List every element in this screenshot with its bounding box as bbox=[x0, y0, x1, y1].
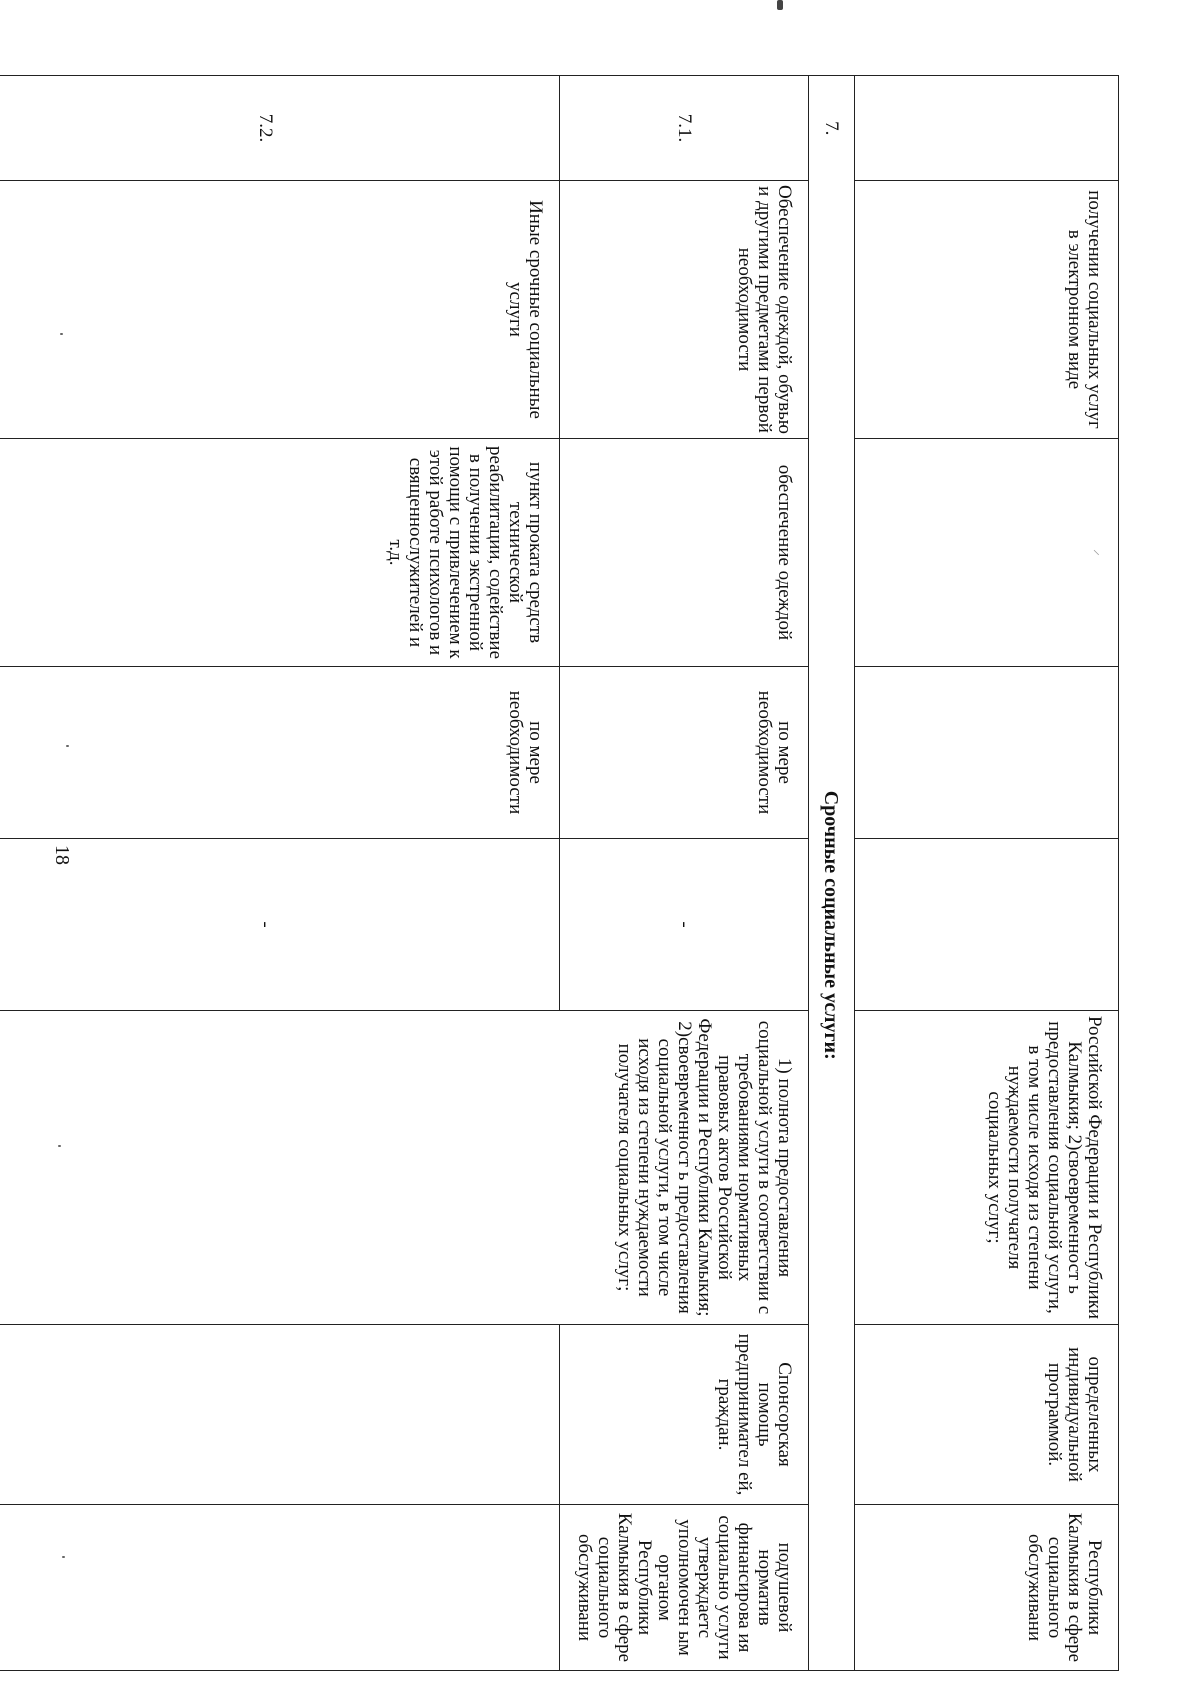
cell-period bbox=[855, 667, 1119, 839]
table-row bbox=[560, 76, 809, 1671]
social-services-table bbox=[0, 75, 1119, 1671]
cell-quality-indicators: 1) полнота предоставления социальной услуги в соответствии с требованиями нормативных правовых актов Российской Федерации и Республики Калмыкия; 2)своевременност ь предоставления социальной услуги, в том числе исходя из степени нуждаемости получателя социальных услуг; bbox=[0, 1011, 809, 1325]
table-row-continuation bbox=[855, 76, 1119, 1671]
cell-conditions: определенных индивидуальной программой. bbox=[855, 1325, 1119, 1505]
cell-number: 7.2. bbox=[0, 76, 560, 181]
cell-service-name: получении социальных услуг в электронном виде bbox=[855, 181, 1119, 439]
cell-service-name: Иные срочные социальные услуги bbox=[0, 181, 560, 439]
cell-price: - bbox=[560, 839, 809, 1011]
scan-mark bbox=[777, 0, 783, 10]
cell-norms: Республики Калмыкия в сфере социального обслуживани bbox=[855, 1505, 1119, 1671]
cell-price: - bbox=[0, 839, 560, 1011]
section-header-row bbox=[809, 76, 855, 1671]
section-title: Срочные социальные услуги: bbox=[809, 181, 855, 1671]
page-number: 18 bbox=[51, 845, 73, 865]
cell-norms bbox=[0, 1505, 560, 1671]
cell-norms: подушевой норматив финансирова ия социально услуги утверждаетс уполномочен ым органом Республики Калмыкия в сфере социального обслуживани bbox=[560, 1505, 809, 1671]
cell-number: 7.1. bbox=[560, 76, 809, 181]
cell-conditions bbox=[0, 1325, 560, 1505]
cell-conditions: Спонсорская помощь предпринимател ей, граждан. bbox=[560, 1325, 809, 1505]
cell-quality-indicators: Российской Федерации и Республики Калмыкия; 2)своевременност ь предоставления социальной услуги, в том числе исходя из степени нуждаемости получателя социальных услуг; bbox=[855, 1011, 1119, 1325]
cell-number bbox=[855, 76, 1119, 181]
rotated-page-content bbox=[77, 75, 1119, 1670]
cell-period: по мере необходимости bbox=[560, 667, 809, 839]
table-row bbox=[0, 76, 560, 1671]
scan-artifact: ⸍ bbox=[1085, 549, 1100, 556]
cell-price bbox=[855, 839, 1119, 1011]
cell-service-content: пункт проката средств технической реабилитации, содействие в получении экстренной помощи с привлечением к этой работе психологов и священнослужителей и т.д. bbox=[0, 439, 560, 667]
cell-service-content: обеспечение одеждой bbox=[560, 439, 809, 667]
section-number: 7. bbox=[809, 76, 855, 181]
cell-service-content bbox=[855, 439, 1119, 667]
cell-service-name: Обеспечение одеждой, обувью и другими предметами первой необходимости bbox=[560, 181, 809, 439]
cell-period: по мере необходимости bbox=[0, 667, 560, 839]
